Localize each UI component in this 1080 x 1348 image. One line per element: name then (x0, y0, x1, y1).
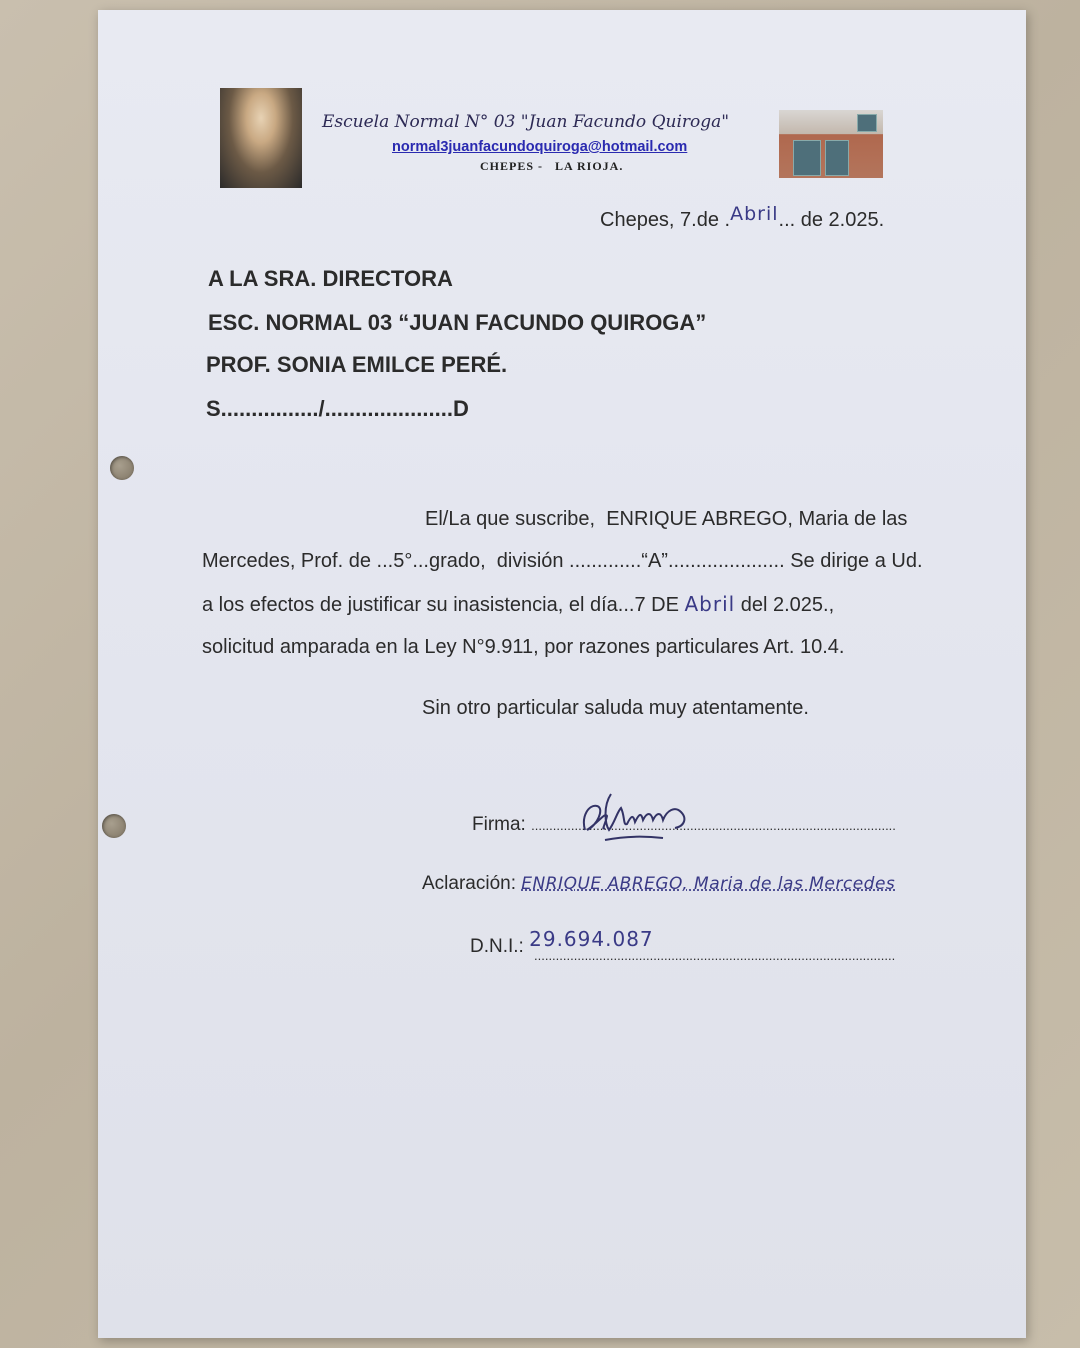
punch-hole-top (110, 456, 134, 480)
date-month-handwritten: Abril (730, 203, 779, 225)
dni-dots: .................................................................................................... (534, 948, 896, 963)
paper-sheet (98, 10, 1026, 1338)
aclaracion-value-handwritten: ENRIQUE ABREGO, Maria de las Mercedes (521, 874, 896, 894)
handwritten-signature (575, 786, 703, 846)
dni-label: D.N.I.: (470, 936, 530, 957)
school-email-link[interactable]: normal3juanfacundoquiroga@hotmail.com (392, 139, 688, 155)
addressee-line-1: A LA SRA. DIRECTORA (208, 266, 453, 291)
portrait-image (220, 88, 302, 188)
dni-value-handwritten: 29.694.087 (529, 927, 654, 951)
closing-line: Sin otro particular saluda muy atentamente. (422, 697, 809, 719)
school-building-image (779, 110, 883, 178)
punch-hole-bottom (102, 814, 126, 838)
body-month-handwritten: Abril (684, 592, 736, 616)
body-line-1: El/La que suscribe, ENRIQUE ABREGO, Maria de las (425, 508, 908, 530)
body-line-3-prefix: a los efectos de justificar su inasistencia, el día...7 DE (202, 594, 685, 616)
body-line-3-suffix: del 2.025., (735, 594, 835, 616)
date-line (600, 203, 885, 232)
aclaracion-line (422, 873, 895, 895)
firma-label: Firma: (472, 814, 532, 835)
school-name: Escuela Normal N° 03 "Juan Facundo Quiroga" (322, 112, 730, 132)
body-line-3 (202, 592, 834, 617)
addressee-line-4: S................/.....................D (206, 396, 469, 421)
firma-dots: ..................................................................................................... (531, 818, 896, 833)
body-line-4: solicitud amparada en la Ley N°9.911, por razones particulares Art. 10.4. (202, 636, 845, 658)
school-city: CHEPES - LA RIOJA. (480, 159, 624, 173)
date-prefix: Chepes, 7.de . (600, 209, 731, 231)
date-suffix: ... de 2.025. (778, 209, 885, 231)
aclaracion-label: Aclaración: (422, 873, 522, 894)
addressee-line-2: ESC. NORMAL 03 “JUAN FACUNDO QUIROGA” (208, 310, 707, 335)
body-line-2: Mercedes, Prof. de ...5°...grado, división .............“A”..................... Se dirige a Ud. (202, 550, 923, 572)
addressee-line-3: PROF. SONIA EMILCE PERÉ. (206, 352, 508, 377)
